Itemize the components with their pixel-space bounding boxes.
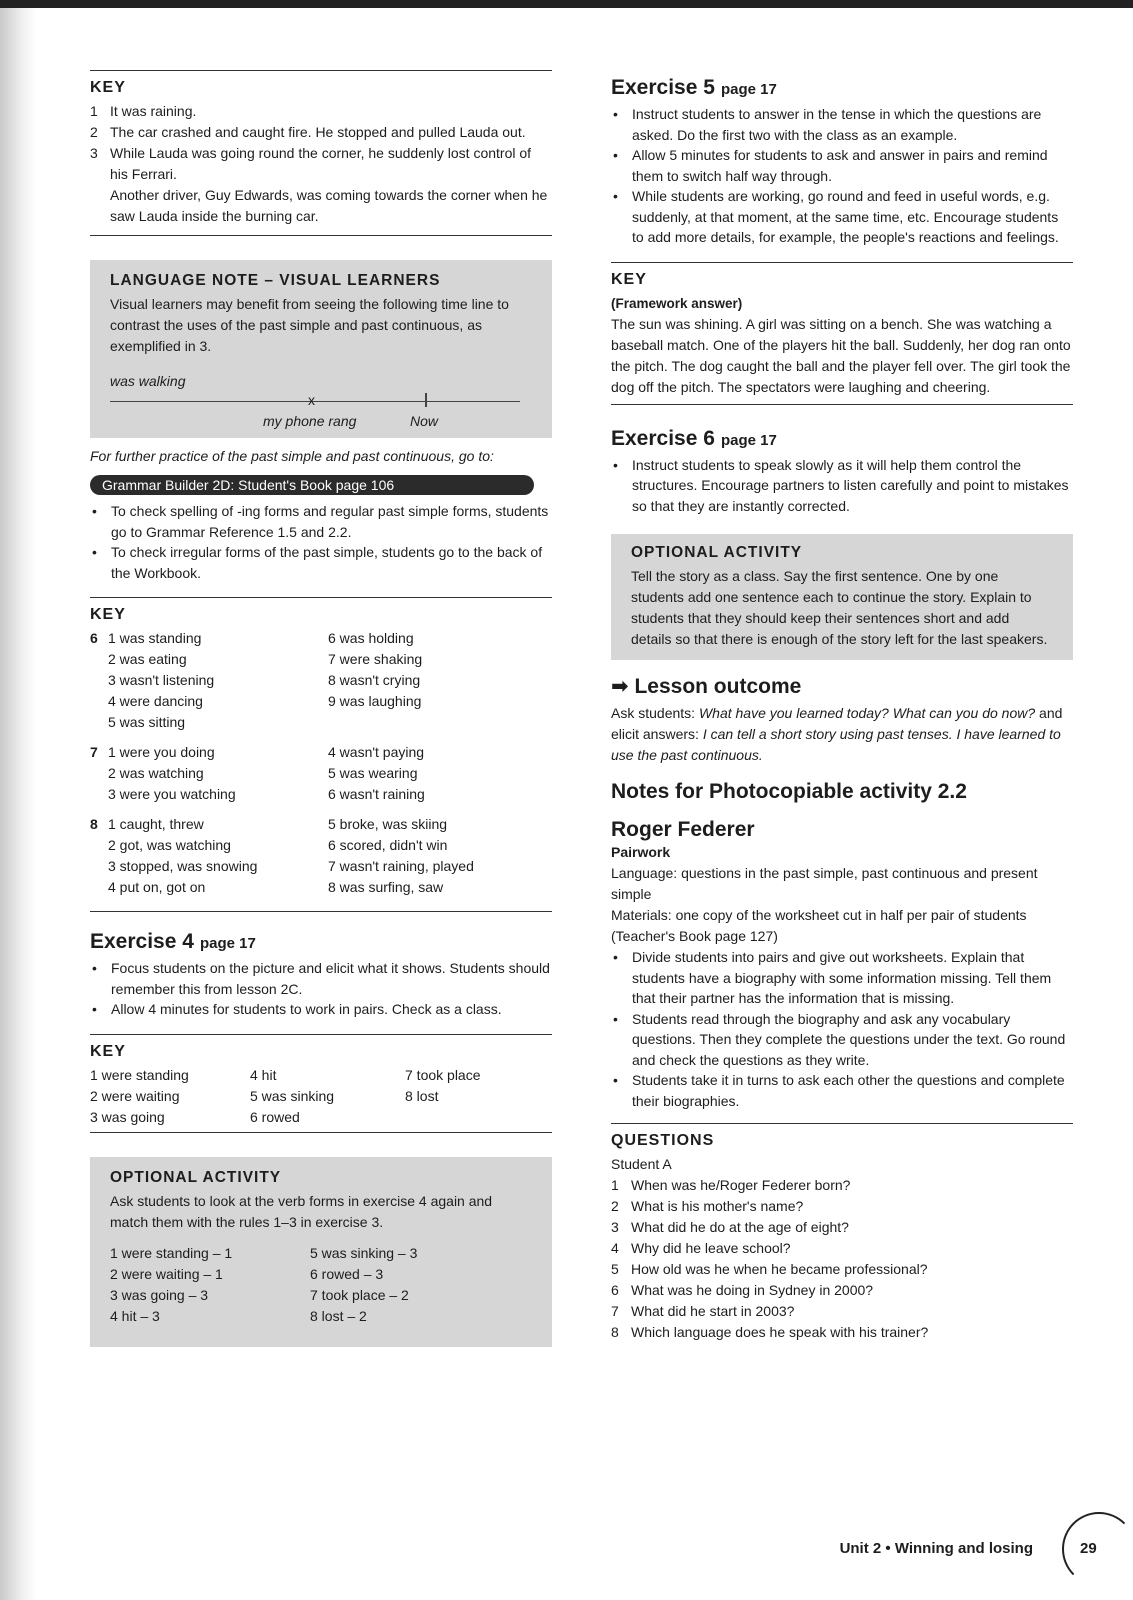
key2-answer: 1 was standing — [108, 630, 202, 646]
key2-answer: 8 wasn't crying — [328, 672, 421, 688]
further-practice: For further practice of the past simple and past continuous, go to: — [90, 448, 494, 464]
question-item-text: When was he/Roger Federer born? — [631, 1177, 851, 1193]
key2-answer: 3 wasn't listening — [108, 672, 215, 688]
optional-activity-1-box — [90, 1157, 552, 1347]
optional1-answer: 4 hit – 3 — [110, 1307, 160, 1324]
key3-answer: 3 was going — [90, 1108, 165, 1125]
key3-column — [90, 1065, 250, 1128]
key2-col-right — [328, 628, 548, 733]
key2-answer: 6 wasn't raining — [328, 786, 425, 802]
grammar-builder-label: Grammar Builder 2D: Student's Book page 106 — [90, 475, 534, 495]
optional-activity-1-heading: OPTIONAL ACTIVITY — [110, 1168, 282, 1186]
key1-item-number: 2 — [90, 124, 98, 140]
question-item-number: 6 — [611, 1282, 619, 1298]
exercise4-page: page 17 — [199, 935, 256, 952]
timeline — [110, 371, 532, 441]
optional1-answer: 3 was going – 3 — [110, 1286, 209, 1303]
optional1-answer: 6 rowed – 3 — [310, 1265, 384, 1282]
timeline-my-phone-rang: my phone rang — [263, 413, 357, 429]
question-item — [611, 1259, 1073, 1280]
exercise4-bullet: • Allow 4 minutes for students to work in pairs. Check as a class. — [90, 999, 552, 1020]
key1-extra: Another driver, Guy Edwards, was coming towards the corner when he saw Lauda inside the burning car. — [110, 187, 548, 224]
question-item — [611, 1280, 1073, 1301]
roger-bullet: • Divide students into pairs and give out worksheets. Explain that students have a biography with some information missing. Tell them that their partner has the information that is missing. — [611, 947, 1073, 1009]
language-note-box — [90, 260, 552, 438]
key2-section-columns — [108, 628, 548, 733]
top-border — [0, 0, 1133, 8]
lesson-outcome-text-1: Ask students: — [611, 705, 699, 721]
left-column — [90, 70, 552, 1347]
question-item — [611, 1301, 1073, 1322]
key2-col-right — [328, 742, 548, 805]
question-item-number: 4 — [611, 1240, 619, 1256]
roger-federer-language: Language: questions in the past simple, past continuous and present simple — [611, 865, 1038, 902]
exercise6 — [611, 427, 1073, 517]
language-note-body: Visual learners may benefit from seeing the following time line to contrast the uses of the past simple and past continuous, as exemplified in 3. — [110, 296, 509, 354]
lesson-outcome-question: What have you learned today? What can you do now? — [698, 705, 1036, 721]
lesson-outcome-answers: I can tell a short story using past tenses. I have learned to use the past continuous. — [611, 726, 1061, 763]
optional1-column — [110, 1243, 310, 1327]
key3-answer: 7 took place — [405, 1066, 481, 1083]
key1-item-text: The car crashed and caught fire. He stopped and pulled Lauda out. — [110, 124, 526, 140]
key2-exercise-number: 7 — [90, 744, 98, 760]
key2-col-right — [328, 814, 548, 898]
key2-answer: 5 broke, was skiing — [328, 816, 448, 832]
exercise4 — [90, 930, 552, 1020]
key1-item — [90, 101, 552, 122]
key2-answer: 4 wasn't paying — [328, 744, 425, 760]
key2-answer: 5 was sitting — [108, 714, 186, 730]
page-number: 29 — [1080, 1540, 1097, 1557]
question-item-number: 2 — [611, 1198, 619, 1214]
timeline-now-tick — [425, 393, 427, 407]
key3-answer: 1 were standing — [90, 1066, 189, 1083]
exercise4-bullet: • Focus students on the picture and elicit what it shows. Students should remember this from lesson 2C. — [90, 958, 552, 999]
key3-column — [405, 1065, 555, 1128]
roger-federer-materials: Materials: one copy of the worksheet cut in half per pair of students (Teacher's Book page 127) — [611, 907, 1027, 944]
key1-item-number: 3 — [90, 145, 98, 161]
key2-section-columns — [108, 814, 548, 898]
key1-item — [90, 122, 552, 143]
key3-answer: 6 rowed — [250, 1108, 300, 1125]
key1-item — [90, 143, 552, 185]
lesson-outcome-heading — [611, 674, 1073, 699]
page-number-circle — [1062, 1512, 1133, 1586]
right-column — [611, 76, 1073, 1343]
roger-bullet: • Students read through the biography and ask any vocabulary questions. Then they complete the questions under the text. Go round and check the questions as they write. — [611, 1009, 1073, 1071]
exercise4-bullets — [90, 958, 552, 1020]
key3-block — [90, 1034, 552, 1133]
exercise5 — [611, 76, 1073, 248]
key2-answer: 7 were shaking — [328, 651, 423, 667]
key2-heading: KEY — [90, 606, 126, 623]
key3-column — [250, 1065, 405, 1128]
key2-answer: 3 were you watching — [108, 786, 236, 802]
question-item-text: Why did he leave school? — [631, 1240, 791, 1256]
exercise4-heading — [90, 930, 552, 954]
roger-federer-title: Roger Federer — [611, 818, 755, 841]
question-item-number: 1 — [611, 1177, 619, 1193]
key2-answer: 9 was laughing — [328, 693, 422, 709]
key2-sections — [90, 628, 552, 898]
key3-answer: 4 hit — [250, 1066, 277, 1083]
exercise5-bullet: • Allow 5 minutes for students to ask and answer in pairs and remind them to switch half way through. — [611, 145, 1073, 186]
key2-answer: 2 was watching — [108, 765, 204, 781]
question-item — [611, 1217, 1073, 1238]
key2-exercise-number: 6 — [90, 630, 98, 646]
key2-section — [90, 814, 552, 898]
roger-federer-bullets — [611, 947, 1073, 1111]
optional1-answer: 7 took place – 2 — [310, 1286, 409, 1303]
grammar-builder-bar — [90, 475, 552, 495]
notes-title: Notes for Photocopiable activity 2.2 — [611, 780, 967, 803]
footer-unit: Unit 2 • Winning and losing — [839, 1540, 1033, 1557]
exercise5-bullet: • While students are working, go round and feed in useful words, e.g. suddenly, at that moment, at the same time, etc. Encourage students to add more details, for example, the people's reactions and feelings. — [611, 186, 1073, 248]
optional1-column — [310, 1243, 510, 1327]
key2-answer: 3 stopped, was snowing — [108, 858, 258, 874]
key4-body: The sun was shining. A girl was sitting on a bench. She was watching a baseball match. One of the players hit the ball. Suddenly, her dog ran onto the pitch. The dog caught the ball and the player fell over. The girl took the dog off the pitch. The spectators were laughing and cheering. — [611, 315, 1071, 395]
key2-answer: 2 got, was watching — [108, 837, 231, 853]
key2-answer: 4 put on, got on — [108, 879, 206, 895]
optional-activity-1-grid — [110, 1243, 532, 1327]
key1-item-number: 1 — [90, 103, 98, 119]
optional-activity-2-box — [611, 534, 1073, 660]
optional-activity-2-body: Tell the story as a class. Say the first sentence. One by one students add one sentence each to continue the story. Explain to students that they should keep their sentences short and add details so that there is enough of the story left for the last speakers. — [631, 568, 1048, 647]
question-item-text: What is his mother's name? — [631, 1198, 804, 1214]
key1-list — [90, 101, 552, 185]
key2-col-left — [108, 742, 328, 805]
key2-answer: 4 were dancing — [108, 693, 203, 709]
timeline-line — [110, 401, 520, 402]
bullet-item: • To check irregular forms of the past simple, students go to the back of the Workbook. — [90, 542, 552, 583]
exercise5-bullet: • Instruct students to answer in the tense in which the questions are asked. Do the first two with the class as an example. — [611, 104, 1073, 145]
question-item-text: What did he start in 2003? — [631, 1303, 795, 1319]
question-item — [611, 1238, 1073, 1259]
question-item-text: What was he doing in Sydney in 2000? — [631, 1282, 874, 1298]
key4-block — [611, 262, 1073, 405]
question-item-number: 7 — [611, 1303, 619, 1319]
optional-activity-2-heading: OPTIONAL ACTIVITY — [631, 544, 803, 561]
exercise5-heading — [611, 76, 1073, 100]
key2-answer: 2 was eating — [108, 651, 187, 667]
key2-answer: 7 wasn't raining, played — [328, 858, 474, 874]
language-note-heading: LANGUAGE NOTE – VISUAL LEARNERS — [110, 272, 441, 289]
key2-exercise-number: 8 — [90, 816, 98, 832]
roger-federer-sub: Pairwork — [611, 844, 671, 860]
key2-section — [90, 742, 552, 805]
key2-answer: 6 was holding — [328, 630, 414, 646]
questions-heading: QUESTIONS — [611, 1132, 715, 1149]
questions-list — [611, 1175, 1073, 1343]
lesson-outcome-body — [611, 703, 1073, 766]
lesson-outcome-title: Lesson outcome — [634, 675, 802, 698]
roger-federer — [611, 818, 1073, 1111]
key1-item-text: While Lauda was going round the corner, he suddenly lost control of his Ferrari. — [110, 145, 532, 182]
key3-grid — [90, 1065, 552, 1128]
key2-answer: 1 were you doing — [108, 744, 215, 760]
question-item — [611, 1322, 1073, 1343]
key1-block — [90, 70, 552, 236]
exercise6-title: Exercise 6 — [611, 426, 715, 450]
timeline-now: Now — [410, 413, 439, 429]
question-item-text: Which language does he speak with his trainer? — [631, 1324, 929, 1340]
key2-answer: 8 was surfing, saw — [328, 879, 444, 895]
bullet-item: • To check spelling of -ing forms and regular past simple forms, students go to Grammar Reference 1.5 and 2.2. — [90, 501, 552, 542]
lesson-outcome-text-2: and elicit answers: — [611, 705, 1063, 742]
question-item-number: 5 — [611, 1261, 619, 1277]
page-gutter-shadow — [0, 8, 36, 1600]
key3-heading: KEY — [90, 1042, 126, 1060]
timeline-x-mark: x — [308, 392, 315, 408]
roger-bullet: • Students take it in turns to ask each other the questions and complete their biographies. — [611, 1070, 1073, 1111]
key2-section — [90, 628, 552, 733]
question-item-text: How old was he when he became professional? — [631, 1261, 928, 1277]
key2-answer: 1 caught, threw — [108, 816, 204, 832]
spelling-bullets — [90, 501, 552, 583]
arrow-right-icon: ➡ — [611, 675, 629, 698]
key2-section-columns — [108, 742, 548, 805]
exercise6-bullet: • Instruct students to speak slowly as it will help them control the structures. Encourage partners to listen carefully and point to mistakes so that they are instantly corrected. — [611, 455, 1073, 517]
exercise5-title: Exercise 5 — [611, 76, 715, 99]
key2-answer: 5 was wearing — [328, 765, 418, 781]
key2-col-left — [108, 814, 328, 898]
key1-heading: KEY — [90, 79, 126, 96]
exercise4-title: Exercise 4 — [90, 930, 194, 953]
key2-answer: 6 scored, didn't win — [328, 837, 448, 853]
key1-item-text: It was raining. — [110, 103, 197, 119]
key3-answer: 2 were waiting — [90, 1087, 180, 1104]
exercise6-page: page 17 — [720, 431, 777, 449]
key2-col-left — [108, 628, 328, 733]
optional1-answer: 2 were waiting – 1 — [110, 1265, 223, 1282]
key4-sub: (Framework answer) — [611, 295, 743, 311]
key3-answer: 8 lost — [405, 1087, 439, 1104]
key3-answer: 5 was sinking — [250, 1087, 335, 1104]
lesson-outcome — [611, 674, 1073, 766]
optional-activity-1-body: Ask students to look at the verb forms in exercise 4 again and match them with the rules 1–3 in exercise 3. — [110, 1192, 493, 1230]
exercise6-bullets — [611, 455, 1073, 517]
questions-student: Student A — [611, 1156, 672, 1172]
exercise5-bullets — [611, 104, 1073, 248]
optional1-answer: 1 were standing – 1 — [110, 1244, 233, 1261]
optional1-answer: 8 lost – 2 — [310, 1307, 367, 1324]
exercise6-heading — [611, 427, 1073, 451]
timeline-was-walking: was walking — [110, 373, 186, 389]
questions-block — [611, 1123, 1073, 1343]
exercise5-page: page 17 — [720, 81, 777, 98]
optional1-answer: 5 was sinking – 3 — [310, 1244, 418, 1261]
question-item-text: What did he do at the age of eight? — [631, 1219, 849, 1235]
key4-heading: KEY — [611, 270, 647, 288]
question-item-number: 8 — [611, 1324, 619, 1340]
question-item — [611, 1175, 1073, 1196]
question-item-number: 3 — [611, 1219, 619, 1235]
question-item — [611, 1196, 1073, 1217]
key2-block — [90, 597, 552, 912]
